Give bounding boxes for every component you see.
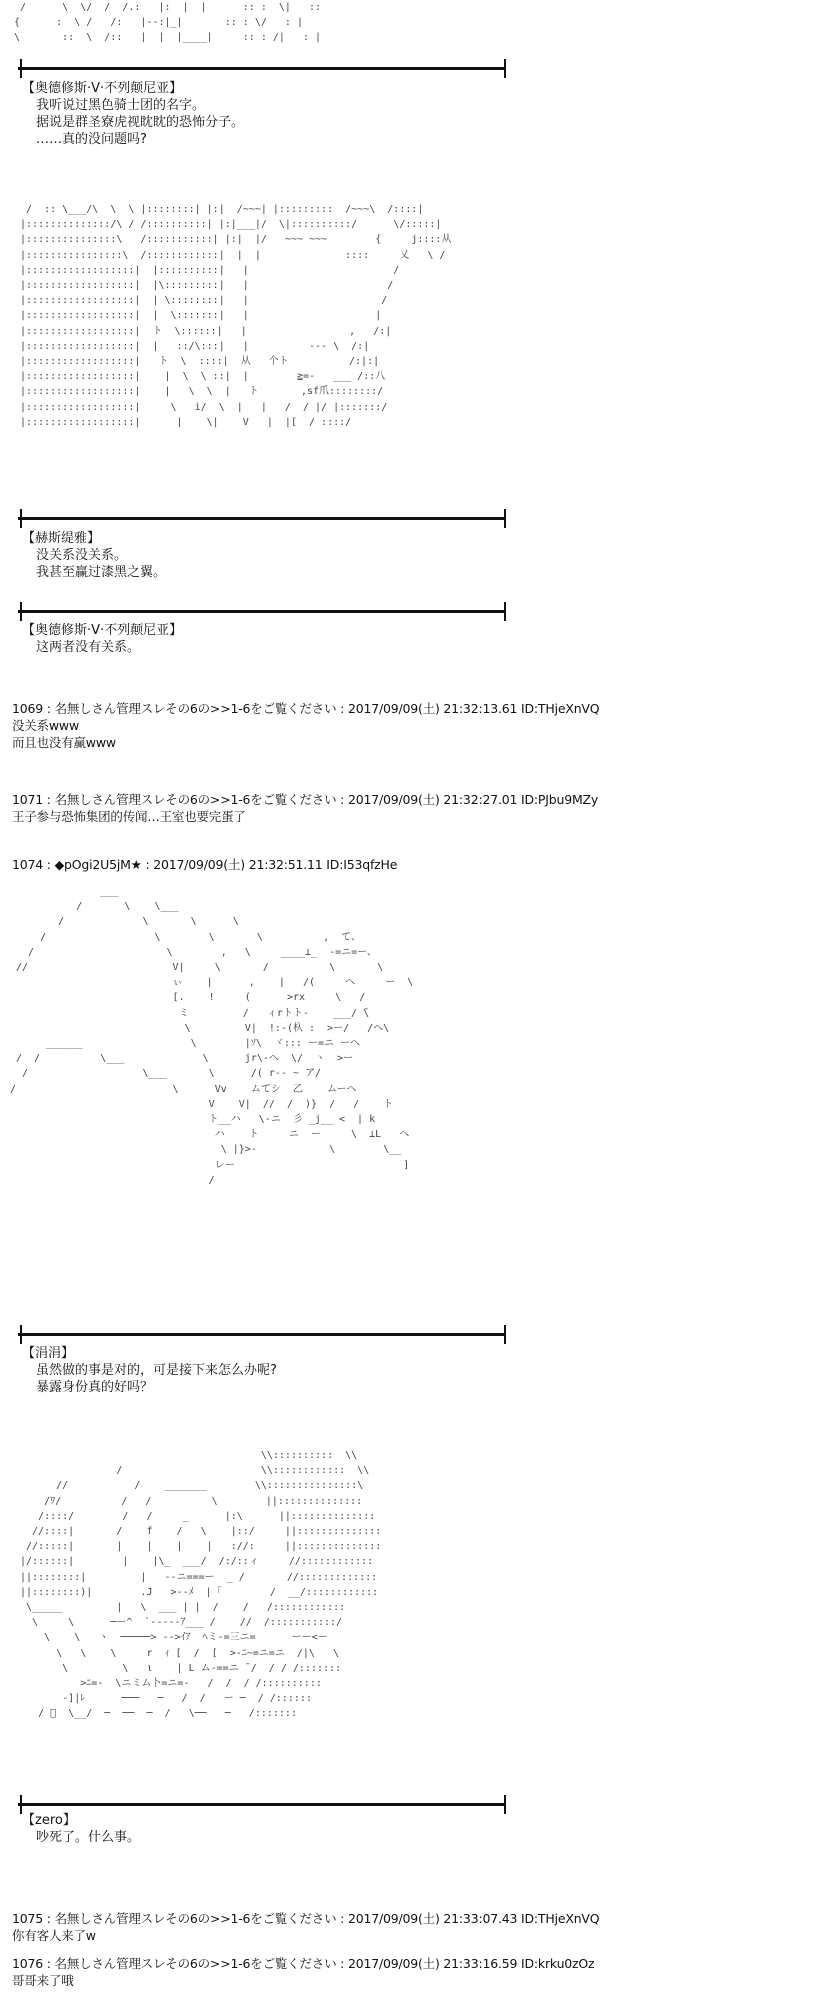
dialogue-block <box>22 1345 277 1396</box>
post-header: 1076 : 名無しさん管理スレその6の>>1-6をご覧ください : 2017/09/09(土) 21:33:16.59 ID:krku0zOz <box>12 1956 595 1971</box>
post-header: 1071 : 名無しさん管理スレその6の>>1-6をご覧ください : 2017/09/09(土) 21:32:27.01 ID:PJbu9MZy <box>12 792 599 807</box>
post-header: 1075 : 名無しさん管理スレその6の>>1-6をご覧ください : 2017/09/09(土) 21:33:07.43 ID:THjeXnVQ <box>12 1911 600 1926</box>
dialogue-line: 没关系没关系。 <box>36 548 128 563</box>
speaker-name: 【zero】 <box>22 1813 76 1828</box>
ascii-art-mountain: ___ / \ \___ / \ \ \ / \ \ \ , て、 / \ , \ ____⊥_ -=ニ=ー、 // V| \ / \ \ ぃ | , | /( へ ー \ [. ! ( >rx \ / ミ / ィrトト- ___/ ̄\ \ V| !:-(杁 : >ー/ /ヘ\ ______ \ |ｿ\ ヾ::: ー=ニ ーへ / / \___ \ jr\-へ \/ ヽ >ー / \___ \ /( r-- ~ ア/ / \ Vv ムてシ 乙 ムーへ V V| // / )} / / ト ト__ハ \-ニ 彡 _j__ < | k ハ ト ニ ー \ ⊥L へ \ |}>- \ \__ レー ] / <box>10 886 414 1186</box>
dialogue-line: 虽然做的事是对的，可是接下来怎么办呢? <box>36 1363 277 1378</box>
dialogue-line: 暴露身份真的好吗？ <box>36 1380 154 1395</box>
dialogue-block <box>22 1812 140 1846</box>
dialogue-block <box>22 622 182 656</box>
dialogue-line: ……真的没问题吗? <box>36 132 147 147</box>
post-line: 哥哥来了哦 <box>12 1973 74 1988</box>
dialogue-line: 我听说过黑色骑士团的名字。 <box>36 98 206 113</box>
forum-post <box>12 1910 599 1944</box>
dialogue-line: 吵死了。什么事。 <box>36 1830 141 1845</box>
post-line: 而且也没有赢www <box>12 735 116 750</box>
speaker-name: 【奥德修斯·V·不列颠尼亚】 <box>22 81 183 96</box>
forum-post <box>12 1955 594 1989</box>
dialogue-line: 据说是群圣寮虎视眈眈的恐怖分子。 <box>36 115 245 130</box>
divider-rule <box>18 610 506 613</box>
post-header: 1074 : ◆pOgi2U5jM★ : 2017/09/09(土) 21:32:51.11 ID:I53qfzHe <box>12 857 398 872</box>
forum-post <box>12 791 598 825</box>
dialogue-block <box>22 80 244 148</box>
forum-post <box>12 700 599 751</box>
divider-rule <box>18 1803 506 1806</box>
post-header: 1069 : 名無しさん管理スレその6の>>1-6をご覧ください : 2017/09/09(土) 21:32:13.61 ID:THjeXnVQ <box>12 701 600 716</box>
speaker-name: 【赫斯缇雅】 <box>22 531 101 546</box>
ascii-art-circle: \\:::::::::: \\ / \\:::::::::::: \\ // / _______ \\:::::::::::::::\ /ﾜ/ / / \ ||:::::::::::::: /::::/ / / _ |:\ ||:::::::::::::: //::::| / f / \ |::/ ||:::::::::::::: //:::::| | | | | ://: ||:::::::::::::: |/::::::| | |\_ ___/ /:/::ィ //:::::::::::: ||::::::::| | --ニ===ー _ / //::::::::::::: ||::::::::)| .J >--ﾒ |「 / __/:::::::::::: \_____ | \ ___ | | / / /:::::::::::: \ \ ─ー^ `-----ｱ___ / // /:::::::::::/ \ \ ヽ ─────> -->ｲｱ ﾍミ-=三ニ= ーー<ー \ \ \ r ｨ [ / [ >-ﾆ~=ニ=ニ /|\ \ \ \ ι | L ム-==ニ ̄ / / / /::::::: >ﾆ=- \ニミム卜=ニ=- / / / /:::::::::: -]|ﾚ ─── ─ / / ー ─ / /:::::: / ﾟ \__/ ─ ── ─ / \── ─ /::::::: <box>20 1450 382 1720</box>
divider-rule <box>18 67 506 70</box>
speaker-name: 【奥德修斯·V·不列颠尼亚】 <box>22 623 183 638</box>
post-line: 王子参与恐怖集团的传闻…王室也要完蛋了 <box>12 809 246 824</box>
ascii-art-top: / \ \/ / /.: |: | | :: : \| :: { : \ / /: |--:|_| :: : \/ : | \ :: \ /:: | | |____| :: : /| : | <box>14 2 322 44</box>
divider-rule <box>18 517 506 520</box>
post-line: 你有客人来了w <box>12 1928 96 1943</box>
ascii-art-castle: / :: \___/\ \ \ |::::::::| |:| /~~~| |::::::::: /~~~\ /::::| |::::::::::::::/\ / /::::::::::| |:|___|/ \|::::::::::/ \/:::::| |:::::::::::::::\ /:::::::::::| |:| |/ ~~~ ~~~ { j::::从 |::::::::::::::::\ /::::::::::::| | | :::: 乂 \ / |::::::::::::::::::| |::::::::::| | / |::::::::::::::::::| |\:::::::::| | / |::::::::::::::::::| | \::::::::| | / |::::::::::::::::::| | \:::::::| | | |::::::::::::::::::| ト \::::::| | , /:| |::::::::::::::::::| | ::/\:::| | --- \ /:| |::::::::::::::::::| ト \ ::::| 从 个ト /:|:| |::::::::::::::::::| | \ \ ::| | ≧=- ___ /::八 |::::::::::::::::::| | \ \ | ト ,sf爪::::::::/ |::::::::::::::::::| \ i/ \ | | / / |/ |:::::::/ |::::::::::::::::::| | \| V | |[ / ::::/ <box>20 204 452 428</box>
dialogue-block <box>22 530 166 581</box>
forum-post <box>12 856 397 873</box>
dialogue-line: 这两者没有关系。 <box>36 640 141 655</box>
divider-rule <box>18 1333 506 1336</box>
post-line: 没关系www <box>12 718 79 733</box>
dialogue-line: 我甚至赢过漆黑之翼。 <box>36 565 167 580</box>
speaker-name: 【涓涓】 <box>22 1346 75 1361</box>
